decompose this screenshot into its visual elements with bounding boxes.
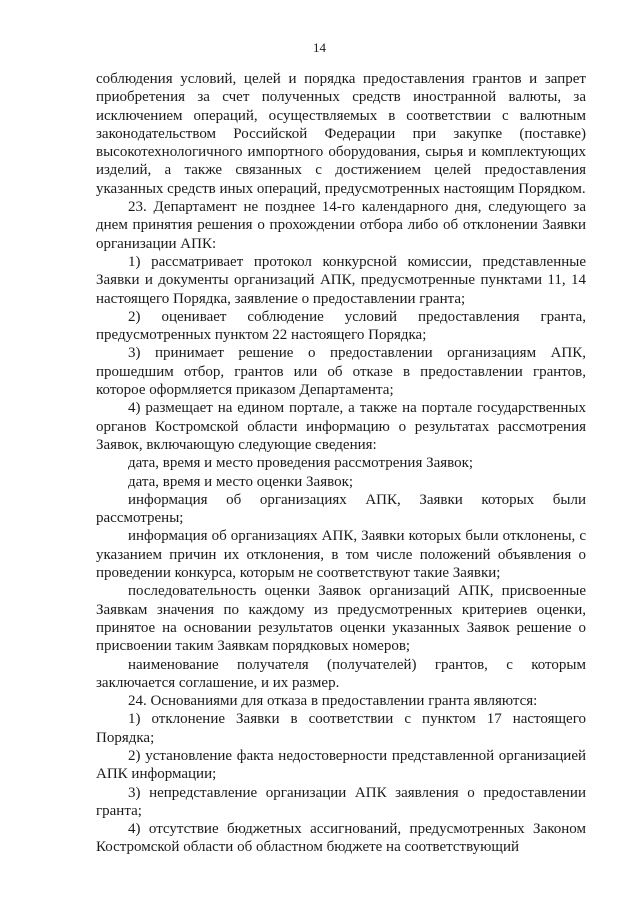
paragraph-refusal-1: 1) отклонение Заявки в соответствии с пунктом 17 настоящего Порядка; [96,711,586,746]
paragraph-item-3: 3) принимает решение о предоставлении организациям АПК, прошедшим отбор, грантов или об отказе в предоставлении грантов, которое оформляется приказом Департамента; [96,345,586,399]
document-body [96,70,586,857]
paragraph-item-2: 2) оценивает соблюдение условий предоставления гранта, предусмотренных пунктом 22 настоящего Порядка; [96,308,586,344]
page-number: 14 [313,40,326,55]
paragraph-clause-24: 24. Основаниями для отказа в предоставлении гранта являются: [128,693,538,710]
paragraph-item-1: 1) рассматривает протокол конкурсной комиссии, представленные Заявки и документы организаций АПК, предусмотренные пунктами 11, 14 настоящего Порядка, заявление о предоставлении гранта; [96,253,586,307]
paragraph-info-line: информация об организациях АПК, Заявки которых были рассмотрены; [96,491,586,527]
paragraph-item-4: 4) размещает на едином портале, а также на портале государственных органов Костромской области информацию о результатах рассмотрения Заявок, включающую следующие сведения: [96,400,586,453]
paragraph-clause-23: 23. Департамент не позднее 14-го календарного дня, следующего за днем принятия решения о прохождении отбора либо об отклонении Заявки организации АПК: [96,199,586,252]
paragraph-info-line: информация об организациях АПК, Заявки которых были отклонены, с указанием причин их отклонения, в том числе положений объявления о проведении конкурса, которым не соответствуют такие Заявки; [96,528,586,582]
paragraph-refusal-3: 3) непредставление организации АПК заявления о предоставлении гранта; [96,784,586,819]
paragraph-continuation: соблюдения условий, целей и порядка предоставления грантов и запрет приобретения за счет полученных средств иностранной валюты, за исключением операций, осуществляемых в соответствии с валютным законодательством Российской Федерации при закупке (поставке) высокотехнологичного импортного оборудования, сырья и комплектующих изделий, а также связанных с достижением целей предоставления указанных средств иных операций, предусмотренных настоящим Порядком. [96,71,586,197]
paragraph-refusal-4: 4) отсутствие бюджетных ассигнований, предусмотренных Законом Костромской области об областном бюджете на соответствующий [96,821,586,856]
paragraph-info-line: дата, время и место проведения рассмотрения Заявок; [128,455,474,472]
paragraph-refusal-2: 2) установление факта недостоверности представленной организацией АПК информации; [96,747,586,783]
paragraph-info-line: последовательность оценки Заявок организаций АПК, присвоенные Заявкам значения по каждому из предусмотренных критериев оценки, принятое на основании результатов оценки указанных Заявок решение о присвоении таким Заявкам порядковых номеров; [96,583,586,655]
paragraph-info-line: наименование получателя (получателей) грантов, с которым заключается соглашение, и их размер. [96,656,586,691]
paragraph-info-line: дата, время и место оценки Заявок; [128,473,354,490]
